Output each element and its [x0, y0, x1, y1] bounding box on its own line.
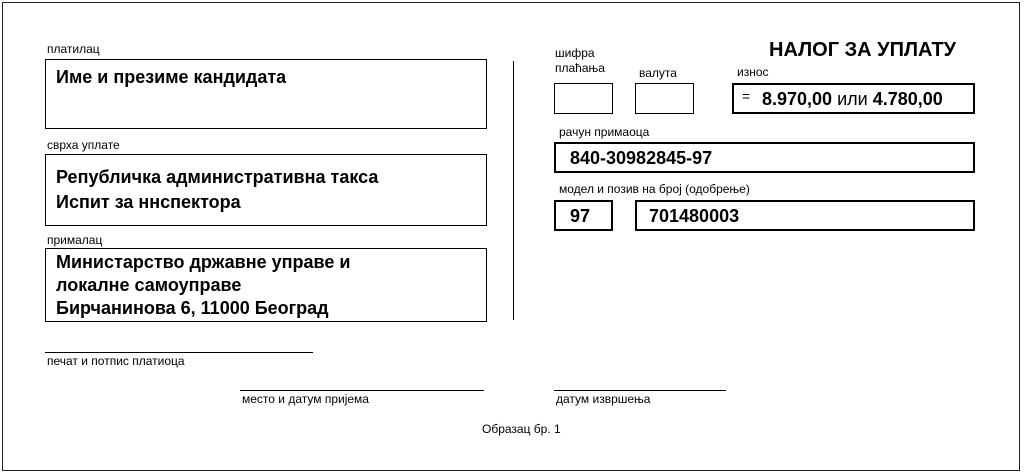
- amount-connector: или: [837, 89, 868, 109]
- place-date-line: [240, 390, 484, 391]
- account-label: рачун примаоца: [559, 125, 650, 139]
- recipient-line-1: Министарство државне управе и: [56, 252, 351, 272]
- reference-number-field[interactable]: [635, 200, 975, 231]
- payment-code-field[interactable]: [554, 83, 613, 114]
- payment-code-label-1: шифра: [555, 46, 595, 60]
- currency-label: валута: [639, 66, 677, 80]
- payer-label: платилац: [47, 42, 100, 56]
- payment-order-form: [2, 2, 1020, 471]
- execution-date-line: [554, 390, 726, 391]
- purpose-label: сврха уплате: [47, 138, 120, 152]
- amount-sign: =: [742, 88, 751, 104]
- purpose-field[interactable]: [45, 154, 487, 226]
- recipient-line-2: локалне самоуправе: [56, 275, 242, 295]
- payer-stamp-label: печат и потпис платиоца: [47, 354, 185, 368]
- form-title: НАЛОГ ЗА УПЛАТУ: [769, 39, 957, 61]
- reference-model-field[interactable]: [554, 200, 613, 231]
- place-date-label: место и датум пријема: [242, 392, 369, 406]
- column-divider: [513, 61, 514, 320]
- amount-field[interactable]: [732, 83, 975, 114]
- purpose-line-2: Испит за ннспектора: [56, 192, 241, 212]
- account-field[interactable]: [554, 142, 975, 173]
- currency-field[interactable]: [635, 83, 694, 114]
- payer-field[interactable]: [45, 59, 487, 129]
- amount-value-1: 8.970,00: [762, 89, 833, 109]
- recipient-line-3: Бирчанинова 6, 11000 Београд: [56, 298, 329, 318]
- amount-label: износ: [737, 65, 769, 79]
- amount-value-2: 4.780,00: [872, 89, 943, 109]
- reference-label: модел и позив на број (одобрење): [559, 182, 750, 196]
- purpose-line-1: Републичка административна такса: [56, 167, 379, 187]
- account-value: 840-30982845-97: [570, 148, 713, 168]
- execution-date-label: датум извршења: [556, 392, 651, 406]
- amount-value: [762, 87, 943, 111]
- form-number: Образац бр. 1: [482, 422, 561, 436]
- payer-line-1: Име и презиме кандидата: [56, 67, 287, 87]
- recipient-field[interactable]: [45, 248, 487, 322]
- payment-code-label-2: плаћања: [555, 61, 605, 75]
- recipient-label: прималац: [47, 233, 103, 247]
- payer-stamp-line: [45, 352, 313, 353]
- reference-model-value: 97: [570, 206, 591, 226]
- reference-number-value: 701480003: [649, 206, 740, 226]
